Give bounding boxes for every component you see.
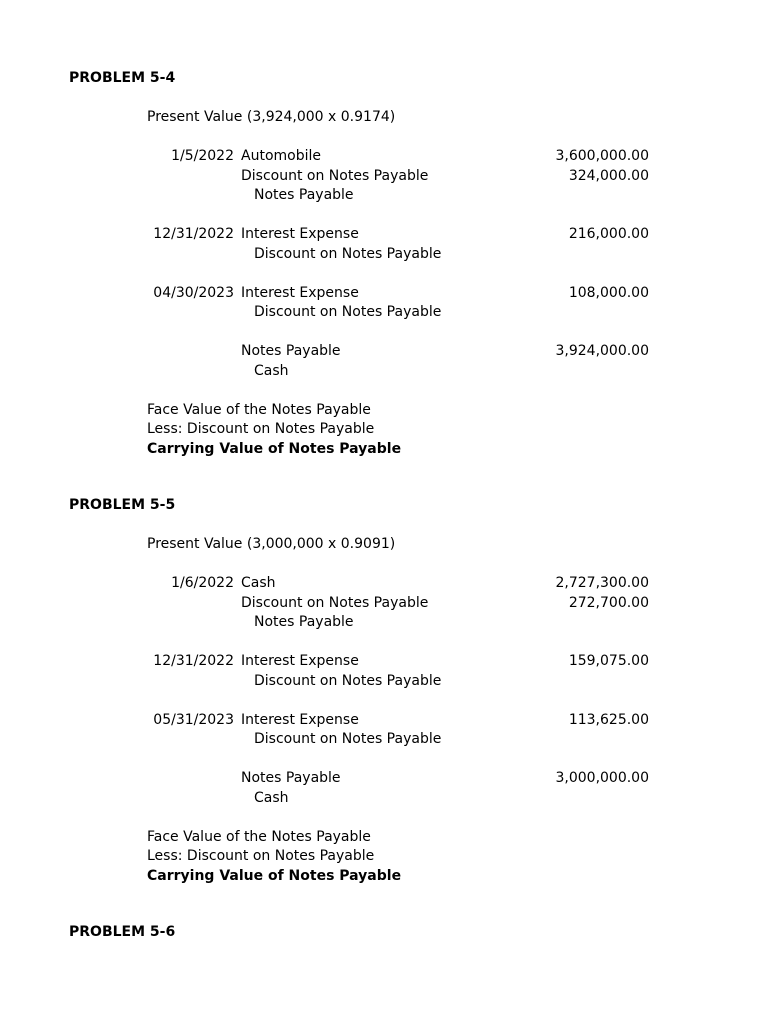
entry-date: 05/31/2023 <box>153 711 234 728</box>
entry-amount: 272,700.00 <box>568 594 649 611</box>
entry-account: Interest Expense <box>241 226 359 242</box>
entry-amount: 216,000.00 <box>568 226 649 242</box>
entry-amount: 108,000.00 <box>568 284 649 301</box>
entry-account: Discount on Notes Payable <box>254 304 442 320</box>
entry-account: Discount on Notes Payable <box>241 167 429 184</box>
entry-amount: 324,000.00 <box>568 167 649 184</box>
entry-amount: 3,924,000.00 <box>555 343 649 359</box>
entry-account: Discount on Notes Payable <box>254 731 442 747</box>
entry-amount: 3,600,000.00 <box>555 148 649 164</box>
problem-title: PROBLEM 5-5 <box>69 497 176 513</box>
entry-account: Automobile <box>241 148 321 164</box>
summary-line: Less: Discount on Notes Payable <box>147 421 375 437</box>
present-value-line: Present Value (3,000,000 x 0.9091) <box>147 536 396 552</box>
entry-amount: 2,727,300.00 <box>555 575 649 591</box>
entry-account: Discount on Notes Payable <box>254 672 442 689</box>
entry-date: 12/31/2022 <box>153 226 234 242</box>
entry-amount: 3,000,000.00 <box>555 770 649 786</box>
entry-account: Notes Payable <box>241 770 341 786</box>
entry-account: Discount on Notes Payable <box>254 245 442 262</box>
entry-account: Notes Payable <box>254 614 354 630</box>
entry-account: Cash <box>254 362 289 379</box>
entry-account: Cash <box>241 575 276 591</box>
problem-title: PROBLEM 5-6 <box>69 924 176 940</box>
entry-account: Interest Expense <box>241 653 359 669</box>
summary-line: Carrying Value of Notes Payable <box>147 440 402 457</box>
entry-amount: 113,625.00 <box>568 711 649 728</box>
summary-line: Less: Discount on Notes Payable <box>147 848 375 864</box>
entry-account: Cash <box>254 789 289 806</box>
entry-date: 12/31/2022 <box>153 653 234 669</box>
entry-account: Interest Expense <box>241 284 359 301</box>
problem-title: PROBLEM 5-4 <box>69 70 176 86</box>
entry-account: Notes Payable <box>254 187 354 203</box>
summary-line: Carrying Value of Notes Payable <box>147 867 402 884</box>
entry-date: 04/30/2023 <box>153 284 234 301</box>
summary-line: Face Value of the Notes Payable <box>147 828 371 845</box>
entry-account: Notes Payable <box>241 343 341 359</box>
entry-account: Discount on Notes Payable <box>241 594 429 611</box>
entry-amount: 159,075.00 <box>568 653 649 669</box>
summary-line: Face Value of the Notes Payable <box>147 401 371 418</box>
present-value-line: Present Value (3,924,000 x 0.9174) <box>147 109 396 125</box>
entry-date: 1/5/2022 <box>171 148 234 164</box>
entry-date: 1/6/2022 <box>171 575 234 591</box>
entry-account: Interest Expense <box>241 711 359 728</box>
